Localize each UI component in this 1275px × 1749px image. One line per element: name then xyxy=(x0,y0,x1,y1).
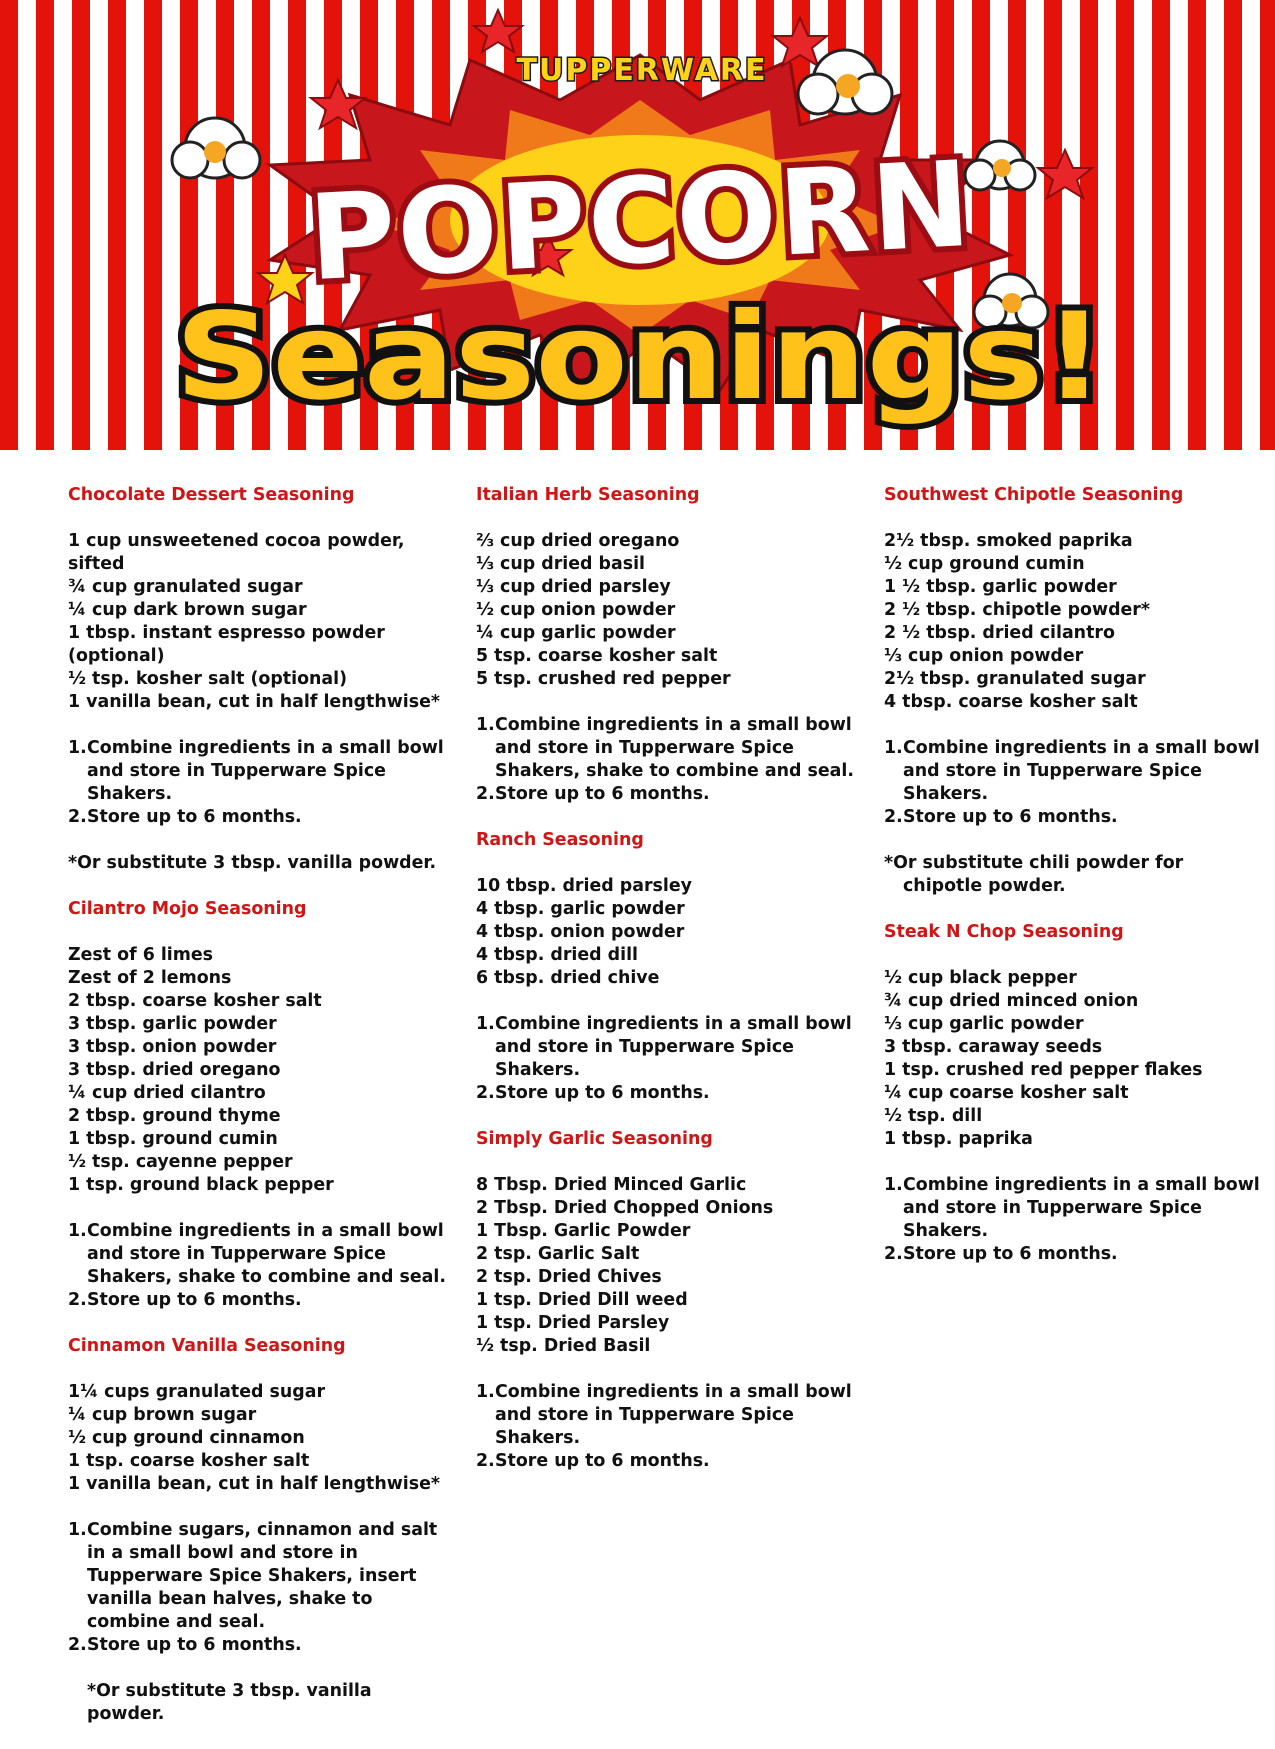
step-item xyxy=(884,1243,1264,1266)
ingredient-item: ½ cup ground cumin xyxy=(884,554,1085,574)
recipe-note: *Or substitute 3 tbsp. vanilla powder. xyxy=(87,1681,372,1724)
recipe-title: Cinnamon Vanilla Seasoning xyxy=(68,1336,346,1356)
step-list xyxy=(476,1013,856,1105)
ingredient-item: Zest of 2 lemons xyxy=(68,968,232,988)
recipe-content xyxy=(0,450,1275,1724)
ingredient-item: 1¼ cups granulated sugar xyxy=(68,1382,326,1402)
step-item xyxy=(884,737,1264,806)
ingredient-item: 2 tsp. Garlic Salt xyxy=(476,1244,640,1264)
popcorn-kernel-icon xyxy=(172,118,260,178)
step-text: Combine ingredients in a small bowl and store in Tupperware Spice Shakers. xyxy=(903,1175,1260,1241)
recipe-title: Italian Herb Seasoning xyxy=(476,485,700,505)
step-list xyxy=(476,1381,856,1473)
step-item xyxy=(68,1519,448,1634)
banner-art xyxy=(0,0,1275,450)
ingredient-item: 1 tsp. ground black pepper xyxy=(68,1175,334,1195)
ingredient-item: 2 Tbsp. Dried Chopped Onions xyxy=(476,1198,774,1218)
step-text: Combine sugars, cinnamon and salt in a small bowl and store in Tupperware Spice Shakers, insert vanilla bean halves, shake to combine and seal. xyxy=(87,1520,438,1632)
ingredient-item: ½ cup onion powder xyxy=(476,600,676,620)
ingredient-list xyxy=(476,1174,856,1358)
ingredient-item: 5 tsp. coarse kosher salt xyxy=(476,646,718,666)
ingredient-item: 1 cup unsweetened cocoa powder, sifted xyxy=(68,531,405,574)
ingredient-item: ½ cup black pepper xyxy=(884,968,1077,988)
step-number: 1. xyxy=(68,1520,87,1540)
ingredient-item: 3 tbsp. dried oregano xyxy=(68,1060,281,1080)
recipe-simply-garlic-seasoning xyxy=(476,1128,856,1473)
step-number: 2. xyxy=(68,1635,87,1655)
step-number: 1. xyxy=(884,1175,903,1195)
step-number: 2. xyxy=(884,1244,903,1264)
ingredient-item: 3 tbsp. garlic powder xyxy=(68,1014,277,1034)
ingredient-item: 1 tsp. coarse kosher salt xyxy=(68,1451,310,1471)
ingredient-item: 5 tsp. crushed red pepper xyxy=(476,669,731,689)
column-left xyxy=(68,484,448,1749)
step-number: 1. xyxy=(68,1221,87,1241)
step-list xyxy=(884,737,1264,829)
ingredient-item: 4 tbsp. coarse kosher salt xyxy=(884,692,1138,712)
ingredient-list xyxy=(476,875,856,990)
recipe-title: Southwest Chipotle Seasoning xyxy=(884,485,1184,505)
ingredient-item: 8 Tbsp. Dried Minced Garlic xyxy=(476,1175,747,1195)
recipe-steak-n-chop-seasoning xyxy=(884,921,1264,1266)
step-item xyxy=(476,1082,856,1105)
step-number: 2. xyxy=(476,1451,495,1471)
recipe-cinnamon-vanilla-seasoning xyxy=(68,1335,448,1726)
recipe-southwest-chipotle-seasoning xyxy=(884,484,1264,898)
step-item xyxy=(884,806,1264,829)
ingredient-item: 1 tsp. Dried Parsley xyxy=(476,1313,670,1333)
ingredient-item: 4 tbsp. dried dill xyxy=(476,945,638,965)
ingredient-list xyxy=(68,944,448,1197)
step-item xyxy=(68,1634,448,1657)
recipe-chocolate-dessert-seasoning xyxy=(68,484,448,875)
ingredient-item: 4 tbsp. onion powder xyxy=(476,922,685,942)
step-item xyxy=(68,806,448,829)
step-list xyxy=(476,714,856,806)
ingredient-item: 1 tsp. Dried Dill weed xyxy=(476,1290,688,1310)
ingredient-item: ¾ cup dried minced onion xyxy=(884,991,1139,1011)
recipe-title: Chocolate Dessert Seasoning xyxy=(68,485,355,505)
ingredient-item: 1 vanilla bean, cut in half lengthwise* xyxy=(68,1474,440,1494)
ingredient-item: ½ tsp. kosher salt (optional) xyxy=(68,669,348,689)
step-number: 1. xyxy=(68,738,87,758)
recipe-note: *Or substitute chili powder for chipotle powder. xyxy=(884,853,1184,896)
recipe-italian-herb-seasoning xyxy=(476,484,856,806)
recipe-note: *Or substitute 3 tbsp. vanilla powder. xyxy=(68,853,437,873)
ingredient-item: ½ tsp. Dried Basil xyxy=(476,1336,651,1356)
ingredient-list xyxy=(476,530,856,691)
step-text: Combine ingredients in a small bowl and store in Tupperware Spice Shakers. xyxy=(903,738,1260,804)
ingredient-list xyxy=(68,530,448,714)
step-number: 2. xyxy=(884,807,903,827)
step-text: Combine ingredients in a small bowl and store in Tupperware Spice Shakers, shake to combine and seal. xyxy=(495,715,854,781)
ingredient-item: ¼ cup dark brown sugar xyxy=(68,600,307,620)
ingredient-item: 2 tbsp. coarse kosher salt xyxy=(68,991,322,1011)
step-text: Store up to 6 months. xyxy=(87,1635,302,1655)
title-popcorn: POPCORN xyxy=(305,134,976,308)
column-middle xyxy=(476,484,856,1496)
step-text: Store up to 6 months. xyxy=(495,1083,710,1103)
step-item xyxy=(476,1450,856,1473)
ingredient-item: 2½ tbsp. granulated sugar xyxy=(884,669,1146,689)
popcorn-kernel-icon xyxy=(965,141,1035,190)
step-text: Combine ingredients in a small bowl and store in Tupperware Spice Shakers. xyxy=(495,1014,852,1080)
ingredient-item: 4 tbsp. garlic powder xyxy=(476,899,685,919)
step-text: Combine ingredients in a small bowl and store in Tupperware Spice Shakers. xyxy=(87,738,444,804)
step-text: Combine ingredients in a small bowl and store in Tupperware Spice Shakers, shake to combine and seal. xyxy=(87,1221,446,1287)
ingredient-item: 6 tbsp. dried chive xyxy=(476,968,660,988)
recipe-ranch-seasoning xyxy=(476,829,856,1105)
ingredient-item: Zest of 6 limes xyxy=(68,945,214,965)
step-text: Store up to 6 months. xyxy=(87,807,302,827)
step-number: 1. xyxy=(476,715,495,735)
step-number: 1. xyxy=(476,1382,495,1402)
step-item xyxy=(476,1013,856,1082)
ingredient-list xyxy=(884,530,1264,714)
ingredient-item: 1 tbsp. instant espresso powder (optional) xyxy=(68,623,385,666)
step-number: 2. xyxy=(68,1290,87,1310)
step-item xyxy=(68,1289,448,1312)
ingredient-item: 3 tbsp. onion powder xyxy=(68,1037,277,1057)
step-text: Store up to 6 months. xyxy=(87,1290,302,1310)
title-seasonings: Seasonings! xyxy=(175,288,1105,427)
ingredient-item: ½ cup ground cinnamon xyxy=(68,1428,305,1448)
recipe-cilantro-mojo-seasoning xyxy=(68,898,448,1312)
step-text: Store up to 6 months. xyxy=(903,1244,1118,1264)
ingredient-item: 1 ½ tbsp. garlic powder xyxy=(884,577,1117,597)
ingredient-item: ⅓ cup onion powder xyxy=(884,646,1084,666)
ingredient-item: 2 tsp. Dried Chives xyxy=(476,1267,662,1287)
recipe-title: Cilantro Mojo Seasoning xyxy=(68,899,307,919)
step-item xyxy=(476,1381,856,1450)
step-text: Store up to 6 months. xyxy=(495,1451,710,1471)
ingredient-item: ¼ cup dried cilantro xyxy=(68,1083,266,1103)
ingredient-list xyxy=(884,967,1264,1151)
ingredient-item: 1 tbsp. paprika xyxy=(884,1129,1033,1149)
step-number: 2. xyxy=(476,1083,495,1103)
step-list xyxy=(68,1220,448,1312)
step-list xyxy=(884,1174,1264,1266)
star-icon xyxy=(773,18,827,66)
step-number: 1. xyxy=(476,1014,495,1034)
ingredient-item: 2 ½ tbsp. dried cilantro xyxy=(884,623,1115,643)
step-item xyxy=(884,1174,1264,1243)
ingredient-item: ¼ cup brown sugar xyxy=(68,1405,257,1425)
header-banner xyxy=(0,0,1275,450)
step-text: Store up to 6 months. xyxy=(495,784,710,804)
ingredient-item: 2 tbsp. ground thyme xyxy=(68,1106,281,1126)
step-text: Store up to 6 months. xyxy=(903,807,1118,827)
ingredient-item: 1 Tbsp. Garlic Powder xyxy=(476,1221,691,1241)
step-item xyxy=(68,737,448,806)
ingredient-item: 1 vanilla bean, cut in half lengthwise* xyxy=(68,692,440,712)
ingredient-item: ¾ cup granulated sugar xyxy=(68,577,303,597)
step-text: Combine ingredients in a small bowl and store in Tupperware Spice Shakers. xyxy=(495,1382,852,1448)
column-right xyxy=(884,484,1264,1289)
recipe-title: Steak N Chop Seasoning xyxy=(884,922,1124,942)
ingredient-item: ¼ cup coarse kosher salt xyxy=(884,1083,1129,1103)
ingredient-item: ⅓ cup dried basil xyxy=(476,554,645,574)
ingredient-item: 3 tbsp. caraway seeds xyxy=(884,1037,1103,1057)
star-icon xyxy=(474,10,522,52)
ingredient-item: ⅓ cup dried parsley xyxy=(476,577,671,597)
recipe-title: Simply Garlic Seasoning xyxy=(476,1129,713,1149)
ingredient-item: 2 ½ tbsp. chipotle powder* xyxy=(884,600,1150,620)
ingredient-item: ½ tsp. dill xyxy=(884,1106,983,1126)
ingredient-list xyxy=(68,1381,448,1496)
step-item xyxy=(68,1220,448,1289)
step-item xyxy=(476,783,856,806)
step-number: 1. xyxy=(884,738,903,758)
ingredient-item: ½ tsp. cayenne pepper xyxy=(68,1152,293,1172)
ingredient-item: 2½ tbsp. smoked paprika xyxy=(884,531,1133,551)
step-list xyxy=(68,1519,448,1657)
step-number: 2. xyxy=(476,784,495,804)
step-item xyxy=(476,714,856,783)
ingredient-item: 1 tbsp. ground cumin xyxy=(68,1129,278,1149)
ingredient-item: ¼ cup garlic powder xyxy=(476,623,676,643)
ingredient-item: 1 tsp. crushed red pepper flakes xyxy=(884,1060,1203,1080)
step-list xyxy=(68,737,448,829)
recipe-title: Ranch Seasoning xyxy=(476,830,644,850)
brand-logo: TUPPERWARE xyxy=(516,53,768,88)
ingredient-item: ⅔ cup dried oregano xyxy=(476,531,680,551)
ingredient-item: 10 tbsp. dried parsley xyxy=(476,876,692,896)
star-icon xyxy=(1038,150,1092,198)
step-number: 2. xyxy=(68,807,87,827)
ingredient-item: ⅓ cup garlic powder xyxy=(884,1014,1084,1034)
